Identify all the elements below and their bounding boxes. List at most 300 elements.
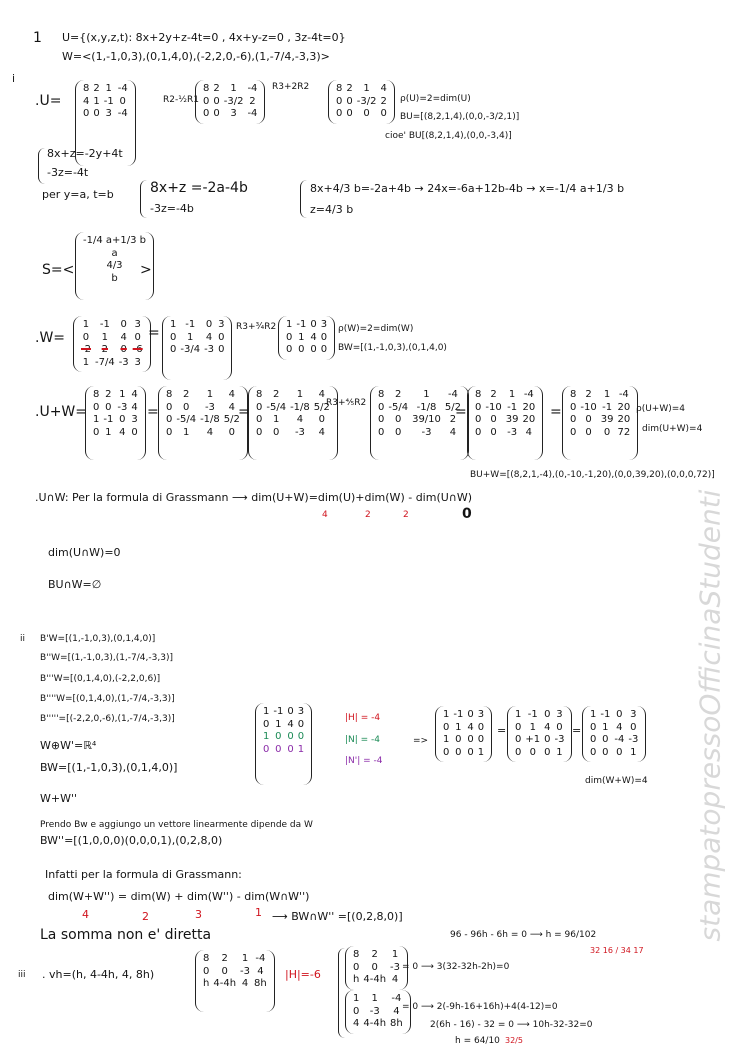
matrix-cell: -5/4 <box>176 414 197 425</box>
matrix-cell: -3 <box>421 426 432 438</box>
matrix-row <box>588 734 640 747</box>
matrix-cell: 2 <box>380 95 387 107</box>
matrix-row <box>588 747 640 760</box>
matrix-cell: -7/4 <box>94 356 115 368</box>
dim-intersection: dim(U∩W)=0 <box>48 546 121 559</box>
basis-W-ii: BW=[(1,-1,0,3),(0,1,4,0)] <box>40 761 178 774</box>
matrix-row <box>254 389 332 402</box>
grassmann-value: 2 <box>365 510 371 520</box>
matrix-cell: 8 <box>83 83 90 94</box>
matrix-cell: 1 <box>119 389 126 400</box>
matrix-cell: 4-4h <box>363 974 387 985</box>
matrix-row <box>568 389 632 402</box>
top-red-note: 32 16 / 34 17 <box>590 946 644 955</box>
matrix-cell: 1 <box>296 389 304 400</box>
basis-intersection-2: ⟶ BW∩W'' =[(0,2,8,0)] <box>272 910 403 923</box>
matrix-cell: 0 <box>93 426 100 438</box>
dim-UW: dim(U+W)=4 <box>642 424 703 434</box>
matrix-cell: 0 <box>228 426 236 438</box>
matrix-cell: -4 <box>117 83 128 94</box>
matrix-cell: 1 <box>508 389 516 400</box>
direct-sum: W⊕W'=ℝ⁴ <box>40 739 97 752</box>
matrix-cell: -1 <box>99 319 110 330</box>
matrix-cell: -4 <box>255 953 266 964</box>
matrix-cell: -3 <box>628 734 639 745</box>
matrix-cell: 0 <box>213 108 220 119</box>
system-brace <box>338 948 345 1038</box>
matrix-row <box>568 427 632 440</box>
basis-U: BU=[(8,2,1,4),(0,0,-3/2,1)] <box>400 112 520 122</box>
matrix-cell: 0 <box>544 746 551 758</box>
U-definition: U={(x,y,z,t): 8x+2y+z-4t=0 , 4x+y-z=0 , 3z-4t=0} <box>62 31 346 44</box>
matrix-cell: 8 <box>93 389 100 400</box>
matrix-row <box>441 734 486 747</box>
matrix-cell: h <box>353 974 360 985</box>
grassmann-formula: .U∩W: Per la formula di Grassmann ⟶ dim(U+W)=dim(U)+dim(W) - dim(U∩W) <box>35 491 473 504</box>
matrix-row <box>513 747 566 760</box>
matrix-cell: 39 <box>600 414 614 425</box>
matrix-row <box>79 357 145 370</box>
matrix-cell: -2 <box>81 344 91 355</box>
matrix-cell: 4 <box>353 1018 360 1029</box>
matrix-cell: -1 <box>273 706 284 717</box>
grassmann-value: 4 <box>82 908 89 921</box>
UW-label: .U+W= <box>35 404 88 420</box>
matrix-cell: 0 <box>134 331 141 343</box>
matrix-row <box>473 402 537 415</box>
matrix-row <box>254 427 332 440</box>
matrix-cell: 0 <box>477 734 485 745</box>
matrix-cell: 4 <box>449 426 457 438</box>
matrix-cell: 0 <box>570 401 577 413</box>
system-2-eq-1: 8x+z =-2a-4b <box>150 180 248 196</box>
matrix-cell: 2 <box>490 389 497 400</box>
basis-line: B'''''=[(-2,2,0,-6),(1,-7/4,-3,3)] <box>40 714 175 724</box>
matrix-cell: 0 <box>490 414 497 425</box>
implies: => <box>413 736 429 746</box>
matrix-cell: 4 <box>228 401 236 413</box>
matrix-cell: -3 <box>117 401 128 413</box>
basis-W2: BW''=[(1,0,0,0)(0,0,0,1),(0,2,8,0) <box>40 834 223 847</box>
matrix-row <box>513 734 566 747</box>
matrix-table <box>513 709 566 759</box>
det-N: |N| = -4 <box>345 735 381 745</box>
matrix-row <box>284 344 329 357</box>
matrix-row <box>568 414 632 427</box>
matrix-cell: 5/2 <box>313 401 330 413</box>
matrix-cell: 2 <box>449 414 457 425</box>
matrix-cell: 0 <box>263 718 270 730</box>
matrix-cell: 4/3 <box>106 260 123 271</box>
matrix-cell: -6 <box>132 344 143 355</box>
matrix-row <box>376 414 463 427</box>
matrix-cell: 4 <box>380 83 387 94</box>
matrix-row <box>168 332 226 345</box>
UW-matrix-5 <box>467 386 543 460</box>
system-2-eq-2: -3z=-4b <box>150 202 194 215</box>
matrix-cell: 0 <box>477 721 485 733</box>
matrix-cell: -4 <box>614 734 625 745</box>
matrix-cell: 4 <box>467 721 474 733</box>
matrix-table <box>376 389 463 439</box>
matrix-cell: 3 <box>556 709 563 720</box>
watermark: stampatopressoOfficinaStudenti <box>693 489 727 942</box>
matrix-cell: -1 <box>453 709 464 720</box>
matrix-cell: 0 <box>287 743 294 755</box>
matrix-cell: 0 <box>318 414 326 425</box>
matrix-cell: -1 <box>600 709 611 720</box>
matrix-row <box>351 1018 405 1031</box>
matrix-cell: 4 <box>310 331 317 343</box>
completion-matrix <box>255 703 312 785</box>
matrix-cell: 4 <box>616 721 623 733</box>
matrix-cell: 0 <box>275 743 282 755</box>
matrix-cell: 72 <box>617 426 631 438</box>
equals: = <box>238 404 250 420</box>
matrix-row <box>513 722 566 735</box>
matrix-cell: 5/2 <box>444 401 461 413</box>
matrix-cell: 0 <box>203 108 210 119</box>
matrix-row <box>254 402 332 415</box>
basis-W: BW=[(1,-1,0,3),(0,1,4,0) <box>338 343 447 353</box>
matrix-row <box>473 427 537 440</box>
matrix-cell: 0 <box>395 426 402 438</box>
matrix-table <box>164 389 242 439</box>
matrix-cell: 0 <box>221 965 228 977</box>
matrix-cell: 1 <box>82 319 90 330</box>
matrix-cell: -3 <box>204 344 215 355</box>
matrix-cell: 1 <box>298 331 305 343</box>
UW-matrix-6 <box>562 386 638 460</box>
vh-definition: . vh=(h, 4-4h, 4, 8h) <box>42 968 155 981</box>
matrix-cell: -1 <box>507 401 518 413</box>
equals: = <box>497 724 507 737</box>
matrix-table <box>201 953 269 991</box>
part-ii-label: ii <box>20 634 26 644</box>
matrix-cell: -5/4 <box>266 401 287 413</box>
matrix-cell: 0 <box>310 344 317 355</box>
matrix-row <box>261 731 306 744</box>
matrix-cell: 1 <box>443 734 450 745</box>
matrix-row <box>334 83 389 96</box>
matrix-table <box>254 389 332 439</box>
matrix-cell: 2 <box>101 344 109 355</box>
matrix-cell: 4 <box>205 331 213 343</box>
matrix-cell: 0 <box>298 344 305 355</box>
matrix-cell: 8 <box>256 389 263 400</box>
matrix-cell: -4 <box>117 108 128 119</box>
matrix-cell: -1/8 <box>290 401 310 413</box>
matrix-row <box>201 108 259 121</box>
matrix-table <box>81 83 130 121</box>
matrix-cell: 0 <box>602 746 609 758</box>
matrix-cell: 1 <box>187 331 194 343</box>
matrix-cell: 0 <box>93 108 100 119</box>
matrix-table <box>91 389 140 439</box>
matrix-cell: -1 <box>103 414 114 425</box>
W-label: .W= <box>35 330 66 346</box>
matrix-cell: 4-4h <box>363 1018 387 1029</box>
basis-line: B'''W=[(0,1,4,0),(-2,2,0,6)] <box>40 674 161 684</box>
minor-2-equation: = 0 ⟶ 2(-9h-16+16h)+4(4-12)=0 <box>402 1002 558 1012</box>
det-H: |H| = -4 <box>345 713 381 723</box>
UW-matrix-4 <box>370 386 469 460</box>
matrix-cell: 4 <box>318 389 326 400</box>
matrix-cell: 1 <box>273 414 280 425</box>
matrix-cell: -1/8 <box>416 401 437 413</box>
rank-UW: ρ(U+W)=4 <box>636 404 686 414</box>
matrix-cell: 0 <box>263 743 270 755</box>
matrix-cell: 4 <box>228 389 236 400</box>
system-3-eq-1: 8x+4/3 b=-2a+4b → 24x=-6a+12b-4b → x=-1/4 a+1/3 b <box>310 182 625 195</box>
matrix-cell: 1 <box>371 993 378 1004</box>
matrix-row <box>568 402 632 415</box>
matrix-cell: 0 <box>166 401 173 413</box>
dim-WW: dim(W+W)=4 <box>585 776 648 786</box>
system-1-eq-2: -3z=-4t <box>47 166 89 179</box>
matrix-cell: +1 <box>525 734 541 745</box>
matrix-cell: 2 <box>93 83 100 94</box>
matrix-cell: 0 <box>218 331 225 343</box>
matrix-cell: 1 <box>82 356 90 368</box>
matrix-cell: 1 <box>477 746 485 758</box>
matrix-cell: 0 <box>166 426 173 438</box>
matrix-cell: 4 <box>257 965 264 977</box>
matrix-row <box>261 719 306 732</box>
matrix-row <box>201 83 259 96</box>
W-matrix-2 <box>162 316 232 380</box>
matrix-cell: -1/8 <box>200 414 220 425</box>
matrix-cell: b <box>111 272 118 284</box>
matrix-cell: 0 <box>119 414 126 425</box>
U-label: .U= <box>35 93 62 109</box>
matrix-cell: 20 <box>522 414 536 425</box>
matrix-row <box>441 709 486 722</box>
matrix-cell: -3 <box>369 1005 380 1017</box>
matrix-table <box>81 235 148 285</box>
rank-U: ρ(U)=2=dim(U) <box>400 94 471 104</box>
matrix-cell: 0 <box>515 746 522 758</box>
matrix-cell: 0 <box>515 734 522 745</box>
matrix-row <box>376 389 463 402</box>
matrix-row <box>351 949 402 962</box>
matrix-cell: 0 <box>515 721 522 733</box>
matrix-cell: -10 <box>485 401 502 413</box>
matrix-cell: 0 <box>475 414 482 425</box>
matrix-cell: 1 <box>263 706 270 717</box>
matrix-cell: 0 <box>590 721 597 733</box>
matrix-cell: 0 <box>602 734 609 745</box>
matrix-cell: 2 <box>273 389 280 400</box>
matrix-cell: 2 <box>221 953 228 964</box>
matrix-row <box>351 974 402 987</box>
matrix-cell: 1 <box>230 83 237 94</box>
matrix-row <box>201 966 269 979</box>
matrix-table <box>351 993 405 1031</box>
matrix-row <box>284 319 329 332</box>
matrix-cell: 0 <box>570 426 577 438</box>
matrix-cell: 0 <box>275 731 282 742</box>
matrix-row <box>164 402 242 415</box>
matrix-cell: 0 <box>455 734 462 745</box>
matrix-row <box>351 1006 405 1019</box>
matrix-cell: 0 <box>544 734 551 745</box>
system-brace <box>140 180 147 218</box>
matrix-cell: 2 <box>346 83 353 94</box>
matrix-cell: 1 <box>603 389 611 400</box>
matrix-cell: -5/4 <box>388 401 409 413</box>
det-N-prime: |N'| = -4 <box>345 756 383 766</box>
equation-4-red: 32/5 <box>505 1036 523 1045</box>
matrix-row <box>164 414 242 427</box>
matrix-row <box>351 993 405 1006</box>
matrix-row <box>473 414 537 427</box>
matrix-cell: 0 <box>467 746 474 758</box>
matrix-cell: 3 <box>320 319 328 330</box>
matrix-step-3 <box>582 706 646 762</box>
matrix-cell: 1 <box>263 731 270 742</box>
matrix-cell: 2 <box>371 949 378 960</box>
matrix-cell: 0 <box>455 746 462 758</box>
matrix-row <box>79 344 145 357</box>
matrix-cell: 0 <box>105 401 112 413</box>
matrix-cell: 4 <box>206 426 214 438</box>
part-iii-label: iii <box>18 970 26 980</box>
matrix-cell: 1 <box>170 319 177 330</box>
matrix-cell: 3 <box>105 108 112 119</box>
matrix-row <box>81 248 148 261</box>
matrix-cell: 0 <box>346 108 353 119</box>
basis-line: B''''W=[(0,1,4,0),(1,-7/4,-3,3)] <box>40 694 175 704</box>
system-1-eq-1: 8x+z=-2y+4t <box>47 147 123 160</box>
matrix-cell: 4 <box>83 95 90 107</box>
matrix-cell: 1 <box>241 953 249 964</box>
matrix-cell: -3 <box>240 965 251 977</box>
matrix-cell: 0 <box>256 426 263 438</box>
matrix-cell: 0 <box>630 721 637 733</box>
matrix-cell: 0 <box>490 426 497 438</box>
matrix-cell: 0 <box>585 414 592 425</box>
matrix-cell: -3/2 <box>223 95 244 107</box>
matrix-cell: 1 <box>391 949 399 960</box>
U-matrix-2 <box>195 80 265 124</box>
basis-line: B'W=[(1,-1,0,3),(0,1,4,0)] <box>40 634 156 644</box>
matrix-cell: -4 <box>523 389 534 400</box>
matrix-cell: 1 <box>101 331 109 343</box>
grassmann-value: 3 <box>195 908 202 921</box>
matrix-cell: 1 <box>515 709 522 720</box>
row-op-2: R3+2R2 <box>272 82 310 92</box>
matrix-cell: 1 <box>105 426 112 438</box>
matrix-cell: 0 <box>378 401 385 413</box>
matrix-cell: 4 <box>131 389 138 400</box>
UW-matrix-3 <box>248 386 338 460</box>
matrix-cell: 0 <box>83 108 90 119</box>
exercise-number: 1 <box>33 30 42 46</box>
minor-1 <box>345 946 408 990</box>
matrix-cell: -1/4 a+1/3 b <box>83 235 147 246</box>
matrix-table <box>568 389 632 439</box>
matrix-cell: 39/10 <box>412 414 441 425</box>
matrix-cell: -1 <box>185 319 196 330</box>
matrix-cell: 0 <box>603 426 611 438</box>
matrix-row <box>473 389 537 402</box>
matrix-row <box>513 709 566 722</box>
matrix-cell: 0 <box>120 319 127 330</box>
matrix-cell: 1 <box>206 389 214 400</box>
matrix-cell: 8h <box>254 978 267 989</box>
matrix-row <box>91 402 140 415</box>
S-close: > <box>140 262 152 278</box>
matrix-cell: 1 <box>275 718 282 730</box>
matrix-cell: 8 <box>203 953 210 964</box>
matrix-cell: 4 <box>318 426 326 438</box>
matrix-cell: 1 <box>286 319 293 330</box>
matrix-cell: 4 <box>131 401 138 413</box>
grassmann-value: 1 <box>255 906 262 919</box>
system-brace <box>300 180 307 218</box>
matrix-cell: 0 <box>205 319 213 330</box>
matrix-table <box>201 83 259 121</box>
matrix-cell: 0 <box>287 731 294 742</box>
matrix-cell: 0 <box>286 344 293 355</box>
matrix-cell: 0 <box>203 95 210 107</box>
matrix-cell: 0 <box>256 414 263 425</box>
matrix-row <box>201 978 269 991</box>
UW-matrix-2 <box>158 386 248 460</box>
matrix-cell: 0 <box>616 746 623 758</box>
matrix-cell: 2 <box>213 83 220 94</box>
matrix-step-1 <box>435 706 492 762</box>
matrix-cell: 1 <box>93 95 100 107</box>
grassmann-zero: 0 <box>462 506 472 522</box>
matrix-row <box>81 260 148 273</box>
matrix-cell: -3 <box>118 356 129 368</box>
matrix-cell: -4 <box>247 108 258 119</box>
equation-3: 2(6h - 16) - 32 = 0 ⟶ 10h-32-32=0 <box>430 1020 593 1030</box>
matrix-cell: 0 <box>297 731 305 742</box>
matrix-cell: 4 <box>120 331 127 343</box>
matrix-cell: 8 <box>570 389 577 400</box>
matrix-cell: 0 <box>336 95 343 107</box>
matrix-cell: 1 <box>353 993 360 1004</box>
matrix-cell: 0 <box>353 961 360 973</box>
matrix-cell: 8 <box>336 83 343 94</box>
matrix-cell: 0 <box>371 961 378 973</box>
matrix-table <box>79 319 145 369</box>
matrix-cell: -10 <box>580 401 597 413</box>
matrix-cell: 0 <box>529 746 536 758</box>
matrix-cell: -3 <box>554 734 565 745</box>
equation-4: h = 64/10 <box>455 1036 500 1046</box>
matrix-cell: 0 <box>93 401 100 413</box>
matrix-row <box>376 402 463 415</box>
grassmann-value: 2 <box>403 510 409 520</box>
matrix-row <box>441 722 486 735</box>
matrix-cell: 4 <box>391 974 399 985</box>
matrix-cell: 0 <box>256 401 263 413</box>
matrix-table <box>168 319 226 357</box>
matrix-cell: 2 <box>395 389 402 400</box>
matrix-cell: 0 <box>170 344 177 355</box>
matrix-cell: 1 <box>297 743 305 755</box>
matrix-cell: 8 <box>353 949 360 960</box>
matrix-table <box>261 706 306 756</box>
matrix-cell: 0 <box>336 108 343 119</box>
matrix-cell: 0 <box>203 965 210 977</box>
matrix-cell: -4 <box>618 389 629 400</box>
matrix-cell: 1 <box>556 746 563 758</box>
